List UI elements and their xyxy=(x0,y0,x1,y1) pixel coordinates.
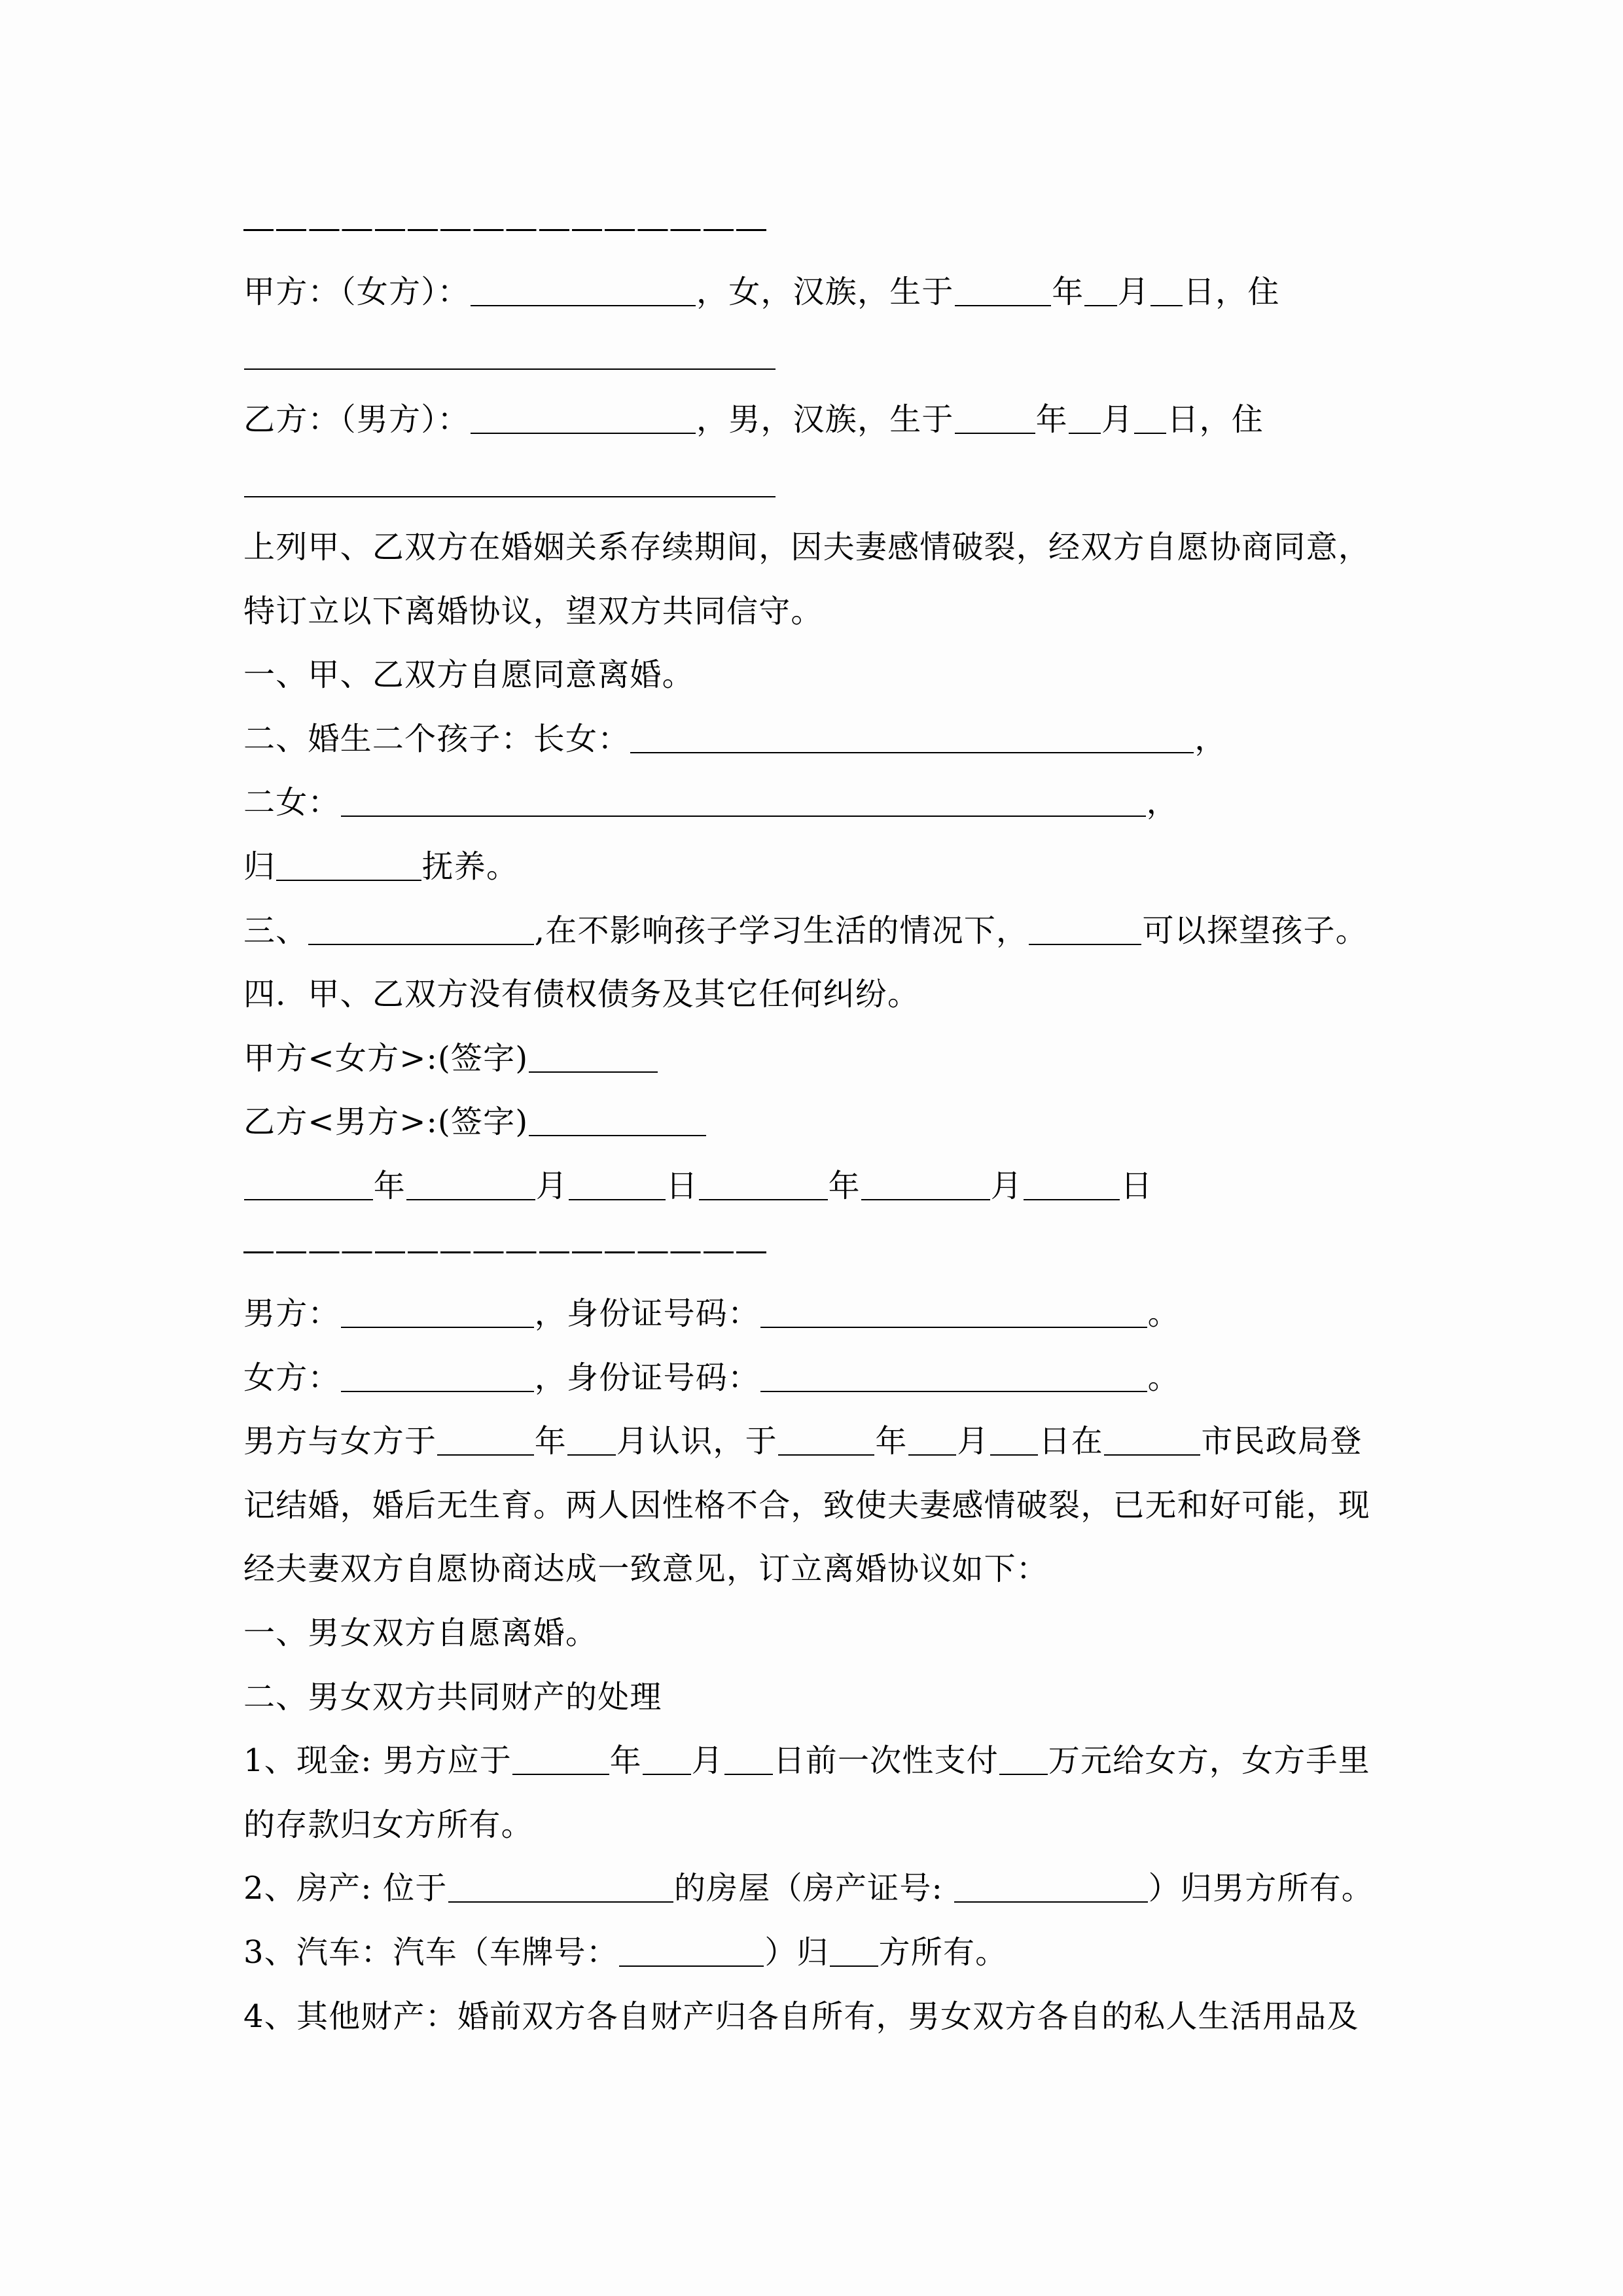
fill-in-blank[interactable] xyxy=(619,1965,764,1967)
text-line xyxy=(243,452,1395,516)
line-text: 日在 xyxy=(1039,1423,1103,1460)
line-text: 年 xyxy=(534,1423,567,1460)
text-line xyxy=(243,260,1395,325)
fill-in-blank[interactable] xyxy=(830,1965,878,1967)
line-text: 年 xyxy=(373,1167,406,1204)
dash-rule xyxy=(243,229,769,231)
line-text: 四．甲、乙双方没有债权债务及其它任何纠纷。 xyxy=(243,976,920,1013)
dash-rule xyxy=(243,1251,769,1253)
fill-in-blank[interactable] xyxy=(999,1773,1048,1775)
line-text: 日 xyxy=(666,1167,698,1204)
line-text: 甲方<女方>:(签字) xyxy=(243,1039,529,1077)
fill-in-blank[interactable] xyxy=(406,1198,535,1200)
fill-in-blank[interactable] xyxy=(1134,432,1166,434)
line-text: ，男，汉族，生于 xyxy=(696,401,954,438)
line-text: ）归 xyxy=(764,1934,829,1971)
fill-in-blank[interactable] xyxy=(276,879,421,881)
line-text: 归 xyxy=(243,848,276,885)
section-divider xyxy=(243,196,1395,260)
line-text: 乙方<男方>:(签字) xyxy=(243,1103,529,1141)
line-text: 月认识，于 xyxy=(616,1423,777,1460)
line-text: 二、男女双方共同财产的处理 xyxy=(243,1678,662,1715)
text-line xyxy=(243,1410,1395,1474)
fill-in-blank[interactable] xyxy=(341,1390,534,1392)
line-text: 年 xyxy=(875,1423,908,1460)
line-text: 抚养。 xyxy=(421,848,519,885)
line-text: 日，住 xyxy=(1167,401,1264,438)
fill-in-blank[interactable] xyxy=(569,1198,666,1200)
line-text: 日前一次性支付 xyxy=(773,1742,999,1780)
text-line xyxy=(243,324,1395,388)
fill-in-blank[interactable] xyxy=(908,1454,957,1456)
fill-in-blank[interactable] xyxy=(760,1390,1147,1392)
text-line xyxy=(243,1793,1395,1857)
text-line xyxy=(243,1474,1395,1538)
text-line xyxy=(243,643,1395,708)
line-text: 一、甲、乙双方自愿同意离婚。 xyxy=(243,656,694,694)
line-text: 万元给女方，女方手里 xyxy=(1048,1742,1370,1780)
line-text: 记结婚，婚后无生育。两人因性格不合，致使夫妻感情破裂，已无和好可能，现 xyxy=(243,1486,1371,1524)
fill-in-blank[interactable] xyxy=(448,1901,673,1903)
line-text: 年 xyxy=(828,1167,861,1204)
text-line xyxy=(243,1857,1395,1921)
line-text: 男方与女方于 xyxy=(243,1423,437,1460)
line-text: 的存款归女方所有。 xyxy=(243,1806,533,1843)
fill-in-blank[interactable] xyxy=(861,1198,990,1200)
line-text: 月 xyxy=(990,1167,1023,1204)
fill-in-blank[interactable] xyxy=(1069,432,1101,434)
text-line xyxy=(243,1985,1395,2049)
text-line xyxy=(243,1155,1395,1219)
fill-in-blank[interactable] xyxy=(630,751,1194,753)
line-text: ,在不影响孩子学习生活的情况下， xyxy=(534,912,1029,949)
line-text: 男方： xyxy=(243,1295,340,1333)
text-line xyxy=(243,516,1395,580)
line-text: 月 xyxy=(1117,273,1150,310)
fill-in-blank[interactable] xyxy=(512,1773,609,1775)
line-text: 年 xyxy=(1052,273,1084,310)
text-line xyxy=(243,1027,1395,1091)
line-text: 月 xyxy=(1101,401,1134,438)
line-text: 乙方：（男方）： xyxy=(243,401,470,438)
text-line xyxy=(243,1282,1395,1346)
line-text: 。 xyxy=(1147,1359,1180,1396)
line-text: 女方： xyxy=(243,1359,340,1396)
text-line xyxy=(243,963,1395,1027)
fill-in-blank[interactable] xyxy=(341,815,1146,817)
text-line xyxy=(243,1666,1395,1730)
fill-in-blank[interactable] xyxy=(471,432,696,434)
line-text: 可以探望孩子。 xyxy=(1142,912,1368,949)
line-text: ， xyxy=(1146,784,1179,821)
fill-in-blank[interactable] xyxy=(244,368,776,370)
fill-in-blank[interactable] xyxy=(529,1071,658,1073)
line-text: 经夫妻双方自愿协商达成一致意见，订立离婚协议如下： xyxy=(243,1551,1049,1588)
text-line xyxy=(243,580,1395,644)
fill-in-blank[interactable] xyxy=(341,1326,534,1328)
line-text: ，身份证号码： xyxy=(534,1295,760,1333)
fill-in-blank[interactable] xyxy=(1104,1454,1201,1456)
line-text: 特订立以下离婚协议，望双方共同信守。 xyxy=(243,592,823,630)
fill-in-blank[interactable] xyxy=(760,1326,1147,1328)
fill-in-blank[interactable] xyxy=(1150,304,1183,306)
fill-in-blank[interactable] xyxy=(1029,943,1141,945)
text-line xyxy=(243,1729,1395,1793)
fill-in-blank[interactable] xyxy=(567,1454,616,1456)
text-line xyxy=(243,1921,1395,1985)
fill-in-blank[interactable] xyxy=(1084,304,1116,306)
line-text: 月 xyxy=(535,1167,568,1204)
line-text: ）归男方所有。 xyxy=(1148,1870,1374,1907)
text-line xyxy=(243,1346,1395,1410)
line-text: 4、其他财产：婚前双方各自财产归各自所有，男女双方各自的私人生活用品及 xyxy=(243,1998,1359,2035)
line-text: 二女： xyxy=(243,784,340,821)
fill-in-blank[interactable] xyxy=(724,1773,773,1775)
text-line xyxy=(243,388,1395,452)
line-text: 。 xyxy=(1147,1295,1180,1333)
fill-in-blank[interactable] xyxy=(308,943,533,945)
fill-in-blank[interactable] xyxy=(955,304,1052,306)
text-line xyxy=(243,771,1395,835)
line-text: 2、房产: 位于 xyxy=(243,1870,448,1907)
line-text: 市民政局登 xyxy=(1201,1423,1363,1460)
document-page xyxy=(243,196,1395,2049)
line-text: ，女，汉族，生于 xyxy=(696,273,954,310)
fill-in-blank[interactable] xyxy=(990,1454,1039,1456)
text-line xyxy=(243,708,1395,772)
fill-in-blank[interactable] xyxy=(699,1198,828,1200)
line-text: 月 xyxy=(957,1423,990,1460)
fill-in-blank[interactable] xyxy=(954,1901,1147,1903)
line-text: ， xyxy=(1194,720,1227,757)
text-line xyxy=(243,899,1395,963)
line-text: 上列甲、乙双方在婚姻关系存续期间，因夫妻感情破裂，经双方自愿协商同意， xyxy=(243,528,1371,565)
line-text: 甲方：（女方）： xyxy=(243,273,470,310)
fill-in-blank[interactable] xyxy=(1024,1198,1120,1200)
line-text: 3、汽车：汽车（车牌号： xyxy=(243,1934,618,1971)
fill-in-blank[interactable] xyxy=(244,1198,373,1200)
text-line xyxy=(243,1602,1395,1666)
fill-in-blank[interactable] xyxy=(529,1134,706,1136)
line-text: ，身份证号码： xyxy=(534,1359,760,1396)
fill-in-blank[interactable] xyxy=(643,1773,691,1775)
fill-in-blank[interactable] xyxy=(778,1454,875,1456)
fill-in-blank[interactable] xyxy=(955,432,1035,434)
line-text: 日，住 xyxy=(1183,273,1280,310)
line-text: 三、 xyxy=(243,912,308,949)
line-text: 方所有。 xyxy=(878,1934,1008,1971)
text-line xyxy=(243,1090,1395,1155)
line-text: 年 xyxy=(609,1742,642,1780)
line-text: 日 xyxy=(1120,1167,1153,1204)
fill-in-blank[interactable] xyxy=(244,495,776,497)
line-text: 月 xyxy=(691,1742,724,1780)
line-text: 年 xyxy=(1035,401,1068,438)
text-line xyxy=(243,1537,1395,1602)
line-text: 二、婚生二个孩子：长女： xyxy=(243,720,630,757)
section-divider xyxy=(243,1219,1395,1283)
line-text: 的房屋（房产证号: xyxy=(673,1870,954,1907)
line-text: 1、现金: 男方应于 xyxy=(243,1742,512,1780)
text-line xyxy=(243,835,1395,899)
fill-in-blank[interactable] xyxy=(471,304,696,306)
line-text: 一、男女双方自愿离婚。 xyxy=(243,1615,598,1652)
fill-in-blank[interactable] xyxy=(437,1454,534,1456)
